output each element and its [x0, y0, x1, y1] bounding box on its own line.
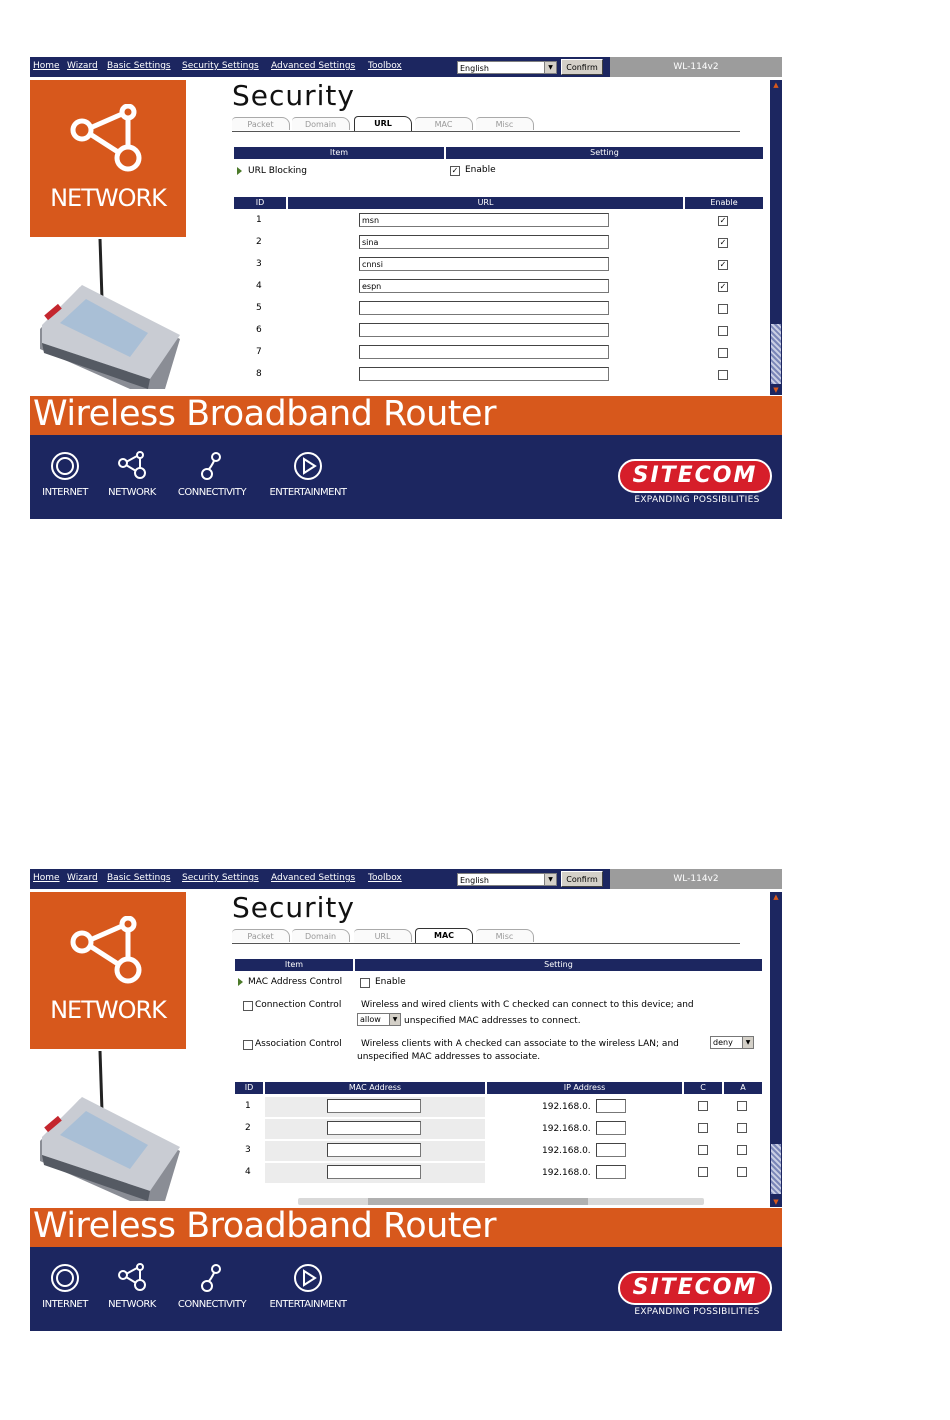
- nav-basic-settings[interactable]: Basic Settings: [107, 873, 171, 883]
- url-blocking-label: URL Blocking: [248, 166, 307, 176]
- connection-control-checkbox[interactable]: [243, 1001, 253, 1011]
- url-input[interactable]: msn: [359, 213, 609, 227]
- tab-mac[interactable]: MAC: [415, 117, 473, 130]
- a-column-header: A: [724, 1082, 762, 1094]
- language-value: English: [460, 64, 489, 73]
- banner-text: Wireless Broadband Router: [33, 1206, 496, 1246]
- scroll-down-icon[interactable]: ▼: [771, 1197, 781, 1207]
- url-blocking-enable-checkbox[interactable]: ✓: [451, 166, 459, 175]
- footer-connectivity-label: CONNECTIVITY: [177, 487, 247, 498]
- tab-url[interactable]: URL: [354, 116, 412, 131]
- ip-host-input[interactable]: [596, 1143, 626, 1157]
- ip-prefix-label: 192.168.0.: [542, 1124, 591, 1134]
- footer-connectivity[interactable]: [170, 451, 254, 498]
- nav-advanced-settings[interactable]: Advanced Settings: [271, 873, 356, 883]
- tab-domain[interactable]: Domain: [292, 929, 350, 942]
- url-row-id: 2: [256, 237, 262, 247]
- mac-row-id: 3: [245, 1145, 251, 1155]
- url-row-id: 5: [256, 303, 262, 313]
- association-control-label: Association Control: [255, 1039, 342, 1049]
- footer-connectivity[interactable]: [170, 1263, 254, 1310]
- footer-internet-label: INTERNET: [42, 487, 88, 498]
- item-header: Item: [235, 959, 353, 971]
- url-input[interactable]: [359, 345, 609, 359]
- scroll-up-icon[interactable]: ▲: [771, 892, 781, 902]
- tab-mac[interactable]: MAC: [415, 928, 473, 943]
- tab-misc[interactable]: Misc: [476, 929, 534, 942]
- language-select[interactable]: [457, 61, 557, 74]
- horizontal-scrollbar[interactable]: [298, 1198, 704, 1205]
- connect-checkbox[interactable]: [698, 1101, 708, 1111]
- footer-internet[interactable]: [38, 451, 92, 498]
- play-icon: [293, 451, 323, 481]
- url-blocking-enable-label: Enable: [465, 165, 496, 175]
- ip-prefix-label: 192.168.0.: [542, 1102, 591, 1112]
- ip-host-input[interactable]: [596, 1099, 626, 1113]
- network-section-logo: [30, 892, 186, 1049]
- bullet-arrow-icon: [237, 167, 242, 175]
- vertical-scrollbar[interactable]: [770, 892, 782, 1207]
- mac-control-enable-checkbox[interactable]: [360, 978, 370, 988]
- connection-control-text-2: unspecified MAC addresses to connect.: [404, 1016, 581, 1026]
- connection-policy-select[interactable]: [357, 1013, 401, 1026]
- item-header: Item: [234, 147, 444, 159]
- scroll-thumb[interactable]: [771, 324, 781, 384]
- url-row-id: 4: [256, 281, 262, 291]
- ip-prefix-label: 192.168.0.: [542, 1146, 591, 1156]
- url-column-header: URL: [288, 197, 683, 209]
- chevron-down-icon: ▼: [544, 62, 556, 73]
- connect-checkbox[interactable]: [698, 1123, 708, 1133]
- footer-entertainment[interactable]: [260, 451, 356, 498]
- product-banner: [30, 1208, 782, 1247]
- nav-advanced-settings[interactable]: Advanced Settings: [271, 61, 356, 71]
- associate-checkbox[interactable]: [737, 1101, 747, 1111]
- security-tabs: [232, 929, 740, 944]
- router-screen-url: [30, 57, 782, 519]
- nav-wizard[interactable]: Wizard: [67, 61, 98, 71]
- mac-address-input[interactable]: [327, 1121, 421, 1135]
- url-row-id: 1: [256, 215, 262, 225]
- sitecom-logo: SITECOM: [618, 459, 772, 493]
- confirm-button[interactable]: Confirm: [561, 59, 603, 75]
- top-nav: [30, 869, 610, 889]
- connection-control-label: Connection Control: [255, 1000, 342, 1010]
- associate-checkbox[interactable]: [737, 1167, 747, 1177]
- url-input[interactable]: [359, 323, 609, 337]
- chevron-down-icon: ▼: [544, 874, 556, 885]
- vertical-scrollbar[interactable]: [770, 80, 782, 395]
- url-input[interactable]: [359, 301, 609, 315]
- footer-entertainment[interactable]: [260, 1263, 356, 1310]
- mac-row-id: 1: [245, 1101, 251, 1111]
- tab-domain[interactable]: Domain: [292, 117, 350, 130]
- mac-control-enable-label: Enable: [375, 977, 406, 987]
- top-nav: [30, 57, 610, 77]
- url-enable-checkbox[interactable]: [718, 348, 728, 358]
- horizontal-scroll-thumb[interactable]: [368, 1198, 588, 1205]
- association-policy-value: deny: [713, 1038, 733, 1047]
- footer-entertainment-label: ENTERTAINMENT: [269, 487, 347, 498]
- network-icon: [70, 104, 146, 176]
- url-enable-checkbox[interactable]: ✓: [719, 216, 727, 225]
- url-row-id: 6: [256, 325, 262, 335]
- url-input[interactable]: espn: [359, 279, 609, 293]
- url-enable-checkbox[interactable]: [718, 370, 728, 380]
- url-enable-checkbox[interactable]: ✓: [719, 282, 727, 291]
- nav-home[interactable]: Home: [33, 61, 60, 71]
- mac-address-input[interactable]: [327, 1165, 421, 1179]
- mac-address-input[interactable]: [327, 1099, 421, 1113]
- url-enable-checkbox[interactable]: ✓: [719, 238, 727, 247]
- page-title: Security: [232, 79, 355, 112]
- page-title: Security: [232, 891, 355, 924]
- tab-misc[interactable]: Misc: [476, 117, 534, 130]
- mac-control-label: MAC Address Control: [248, 977, 343, 987]
- nav-toolbox[interactable]: Toolbox: [368, 61, 402, 71]
- nav-basic-settings[interactable]: Basic Settings: [107, 61, 171, 71]
- ip-host-input[interactable]: [596, 1121, 626, 1135]
- connectivity-icon: [197, 451, 227, 481]
- tab-packet[interactable]: Packet: [232, 117, 290, 130]
- network-icon: [70, 916, 146, 988]
- mac-column-header: MAC Address: [265, 1082, 485, 1094]
- confirm-button[interactable]: Confirm: [561, 871, 603, 887]
- association-control-checkbox[interactable]: [243, 1040, 253, 1050]
- footer-internet-label: INTERNET: [42, 1299, 88, 1310]
- url-enable-checkbox[interactable]: ✓: [719, 260, 727, 269]
- language-value: English: [460, 876, 489, 885]
- ip-prefix-label: 192.168.0.: [542, 1168, 591, 1178]
- sitecom-logo: SITECOM: [618, 1271, 772, 1305]
- ip-host-input[interactable]: [596, 1165, 626, 1179]
- url-input[interactable]: [359, 367, 609, 381]
- product-banner: [30, 396, 782, 435]
- connection-policy-value: allow: [360, 1015, 381, 1024]
- nav-toolbox[interactable]: Toolbox: [368, 873, 402, 883]
- footer-entertainment-label: ENTERTAINMENT: [269, 1299, 347, 1310]
- language-select[interactable]: [457, 873, 557, 886]
- enable-column-header: Enable: [685, 197, 763, 209]
- connect-checkbox[interactable]: [698, 1145, 708, 1155]
- footer-network-label: NETWORK: [108, 487, 156, 498]
- association-control-text-2: unspecified MAC addresses to associate.: [357, 1052, 541, 1062]
- footer: [30, 435, 782, 519]
- network-label: NETWORK: [50, 996, 166, 1024]
- internet-icon: [50, 1263, 80, 1293]
- model-label: WL-114v2: [610, 57, 782, 77]
- router-device-image: [30, 1051, 190, 1209]
- footer-network[interactable]: [102, 451, 162, 498]
- association-control-text: Wireless clients with A checked can associate to the wireless LAN; and: [361, 1039, 679, 1049]
- brand-slogan: EXPANDING POSSIBILITIES: [634, 1307, 760, 1317]
- scroll-up-icon[interactable]: ▲: [771, 80, 781, 90]
- network-section-logo: [30, 80, 186, 237]
- url-enable-checkbox[interactable]: [718, 304, 728, 314]
- associate-checkbox[interactable]: [737, 1145, 747, 1155]
- footer-connectivity-label: CONNECTIVITY: [177, 1299, 247, 1310]
- associate-checkbox[interactable]: [737, 1123, 747, 1133]
- footer-network[interactable]: [102, 1263, 162, 1310]
- url-enable-checkbox[interactable]: [718, 326, 728, 336]
- ip-column-header: IP Address: [487, 1082, 682, 1094]
- footer: [30, 1247, 782, 1331]
- id-column-header: ID: [235, 1082, 263, 1094]
- url-input[interactable]: sina: [359, 235, 609, 249]
- url-input[interactable]: cnnsi: [359, 257, 609, 271]
- setting-header: Setting: [355, 959, 762, 971]
- nav-security-settings[interactable]: Security Settings: [182, 61, 259, 71]
- connectivity-icon: [197, 1263, 227, 1293]
- url-row-id: 8: [256, 369, 262, 379]
- mac-address-input[interactable]: [327, 1143, 421, 1157]
- id-column-header: ID: [234, 197, 286, 209]
- model-label: WL-114v2: [610, 869, 782, 889]
- security-tabs: [232, 117, 740, 132]
- mac-row-id: 2: [245, 1123, 251, 1133]
- connect-checkbox[interactable]: [698, 1167, 708, 1177]
- brand-slogan: EXPANDING POSSIBILITIES: [634, 495, 760, 505]
- setting-header: Setting: [446, 147, 763, 159]
- nav-security-settings[interactable]: Security Settings: [182, 873, 259, 883]
- scroll-thumb[interactable]: [771, 1144, 781, 1194]
- nav-wizard[interactable]: Wizard: [67, 873, 98, 883]
- network-label: NETWORK: [50, 184, 166, 212]
- connection-control-text: Wireless and wired clients with C checked can connect to this device; and: [361, 1000, 694, 1010]
- router-screen-mac: [30, 869, 782, 1331]
- tab-url[interactable]: URL: [354, 929, 412, 942]
- bullet-arrow-icon: [238, 978, 243, 986]
- c-column-header: C: [684, 1082, 722, 1094]
- url-row-id: 7: [256, 347, 262, 357]
- tab-packet[interactable]: Packet: [232, 929, 290, 942]
- scroll-down-icon[interactable]: ▼: [771, 385, 781, 395]
- network-icon: [117, 1263, 147, 1293]
- footer-network-label: NETWORK: [108, 1299, 156, 1310]
- association-policy-select[interactable]: [710, 1036, 754, 1049]
- mac-row-id: 4: [245, 1167, 251, 1177]
- internet-icon: [50, 451, 80, 481]
- chevron-down-icon: ▼: [389, 1014, 400, 1025]
- footer-internet[interactable]: [38, 1263, 92, 1310]
- play-icon: [293, 1263, 323, 1293]
- banner-text: Wireless Broadband Router: [33, 394, 496, 434]
- router-device-image: [30, 239, 190, 397]
- nav-home[interactable]: Home: [33, 873, 60, 883]
- url-row-id: 3: [256, 259, 262, 269]
- network-icon: [117, 451, 147, 481]
- chevron-down-icon: ▼: [742, 1037, 753, 1048]
